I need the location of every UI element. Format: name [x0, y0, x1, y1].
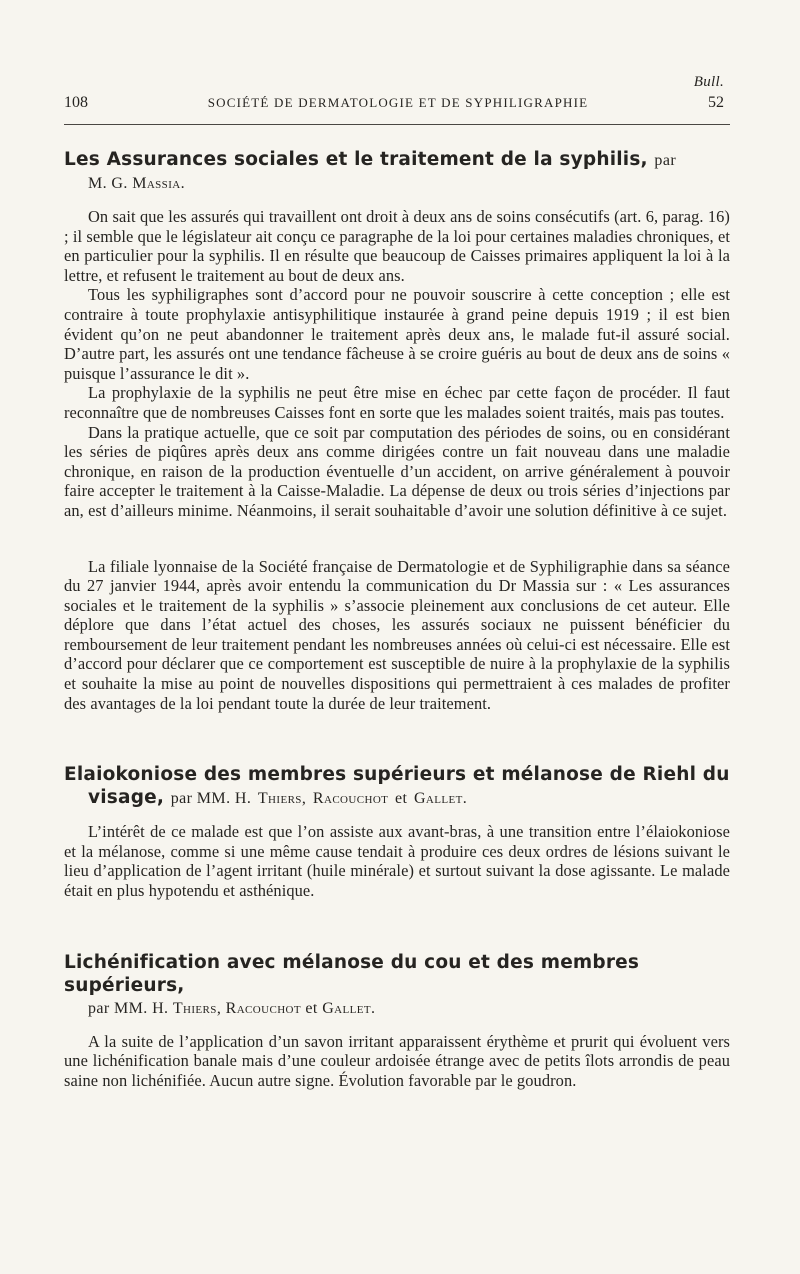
author-line	[64, 172, 730, 195]
author-period: .	[370, 999, 376, 1017]
article-paragraph: Tous les syphiligraphes sont d’accord pour ne pouvoir souscrire à cette conception ; elle est contraire à toute prophylaxie antisyphilitique instaurée à grand peine depuis 1919 ; il est bien évident qu’on ne peut abandonner le traitement après deux ans, le malade fut-il assuré social. D’autre part, les assurés ont une tendance fâcheuse à se croire guéris au bout de deux ans de soins « puisque l’assurance le dit ».	[64, 285, 730, 383]
page-number: 108	[64, 94, 88, 111]
author-name: Thiers	[257, 790, 302, 808]
header-rule	[64, 124, 730, 125]
article-title-block	[64, 763, 730, 810]
author-line: par MM. H. Thiers, Racouchot et Gallet.	[88, 999, 376, 1017]
author-name: Racouchot	[225, 999, 302, 1017]
article-title-continuation: visage,	[88, 787, 165, 809]
article-title-text: Les Assurances sociales et le traitement de la syphilis,	[64, 149, 648, 170]
article-paragraph: On sait que les assurés qui travaillent ont droit à deux ans de soins consécutifs (art. 6, parag. 16) ; il semble que le législateur ait conçu ce paragraphe de la loi pour certaines maladies chroniques, et en particulier pour la syphilis. Il en résulte que beaucoup de Caisses primaires appliquent la loi à la lettre, et refusent le traitement au bout de deux ans.	[64, 207, 730, 285]
section-spacing	[64, 713, 730, 741]
article-title-text: Lichénification avec mélanose du cou et des membres supérieurs,	[64, 951, 640, 996]
article-paragraph: L’intérêt de ce malade est que l’on assiste aux avant-bras, à une transition entre l’élaiokoniose et la mélanose, comme si une même cause tendait à produire ces deux ordres de lésions suivant le lieu d’application de l’agent irritant (huile minérale) et surtout suivant la dose agissante. Le malade était en plus hypotendu et asthénique.	[64, 822, 730, 901]
article-elaiokoniose	[64, 763, 730, 900]
article-syphilis	[64, 148, 730, 713]
byline-word: par	[654, 152, 677, 169]
section-spacing	[64, 521, 730, 557]
issue-number: 52	[708, 94, 724, 111]
article-lichenification	[64, 951, 730, 1091]
society-resolution: La filiale lyonnaise de la Société française de Dermatologie et de Syphiligraphie dans sa séance du 27 janvier 1944, après avoir entendu la communication du Dr Massia sur : « Les assurances sociales et le traitement de la syphilis » s’associe pleinement aux conclusions de cet auteur. Elle déplore que dans l’état actuel des choses, les assurés sociaux ne puissent bénéficier du remboursement de leur traitement pendant les nombreuses années où celui-ci est nécessaire. Elle est d’accord pour déclarer que ce comportement est susceptible de nuire à la prophylaxie de la syphilis et souhaite la mise au point de nouvelles dispositions qui permettraient à ces malades de profiter des avantages de la loi pendant toute la durée de leur traitement.	[64, 556, 730, 713]
article-paragraph: La prophylaxie de la syphilis ne peut être mise en échec par cette façon de procéder. Il faut reconnaître que de nombreuses Caisses font en sorte que les malades soient traités, mais pas toutes.	[64, 383, 730, 422]
byline-prefix: par MM. H.	[170, 790, 252, 808]
article-title-block	[64, 951, 730, 1020]
byline-and: et	[394, 790, 408, 808]
article-title	[64, 951, 730, 1020]
author-name: Racouchot	[312, 790, 389, 808]
author-name: Gallet	[413, 790, 463, 808]
bulletin-abbreviation: Bull.	[693, 74, 724, 90]
journal-title: SOCIÉTÉ DE DERMATOLOGIE ET DE SYPHILIGRAPHIE	[207, 95, 589, 110]
byline-prefix: par MM. H.	[88, 999, 169, 1017]
running-header	[64, 70, 730, 126]
article-paragraph: Dans la pratique actuelle, que ce soit par computation des périodes de soins, ou en considérant les séries de piqûres après deux ans comme dirigées contre un fait nouveau dans une maladie chronique, en raison de la production éventuelle d’un accident, on arrive généralement à pouvoir faire accepter le traitement à la Caisse-Maladie. La dépense de deux ou trois séries d’injections par an, est d’ailleurs minime. Néanmoins, il serait souhaitable d’avoir une solution définitive à ce sujet.	[64, 422, 730, 520]
article-title-block	[64, 148, 730, 195]
author-period: .	[462, 790, 468, 808]
article-title	[64, 148, 730, 195]
header-line	[64, 94, 730, 112]
author-name: Thiers	[172, 999, 217, 1017]
article-title: Elaiokoniose des membres supérieurs et mélanose de Riehl du visage, par MM. H. Thiers, Racouchot et Gallet.	[64, 764, 730, 809]
document-page	[64, 70, 730, 1090]
author-name: Massia	[132, 175, 181, 192]
section-spacing	[64, 901, 730, 929]
author-initials: M. G.	[88, 175, 128, 192]
byline-and: et	[305, 999, 318, 1017]
article-paragraph: A la suite de l’application d’un savon irritant apparaissent érythème et prurit qui évoluent vers une lichénification banale mais d’une couleur ardoisée étrange avec de petits îlots arrondis de peau saine non lichénifiée. Aucun autre signe. Évolution favorable par le goudron.	[64, 1031, 730, 1090]
article-title-line: Elaiokoniose des membres supérieurs et mélanose de Riehl du	[64, 764, 730, 786]
author-name: Gallet	[322, 999, 371, 1017]
author-period: .	[180, 175, 186, 192]
